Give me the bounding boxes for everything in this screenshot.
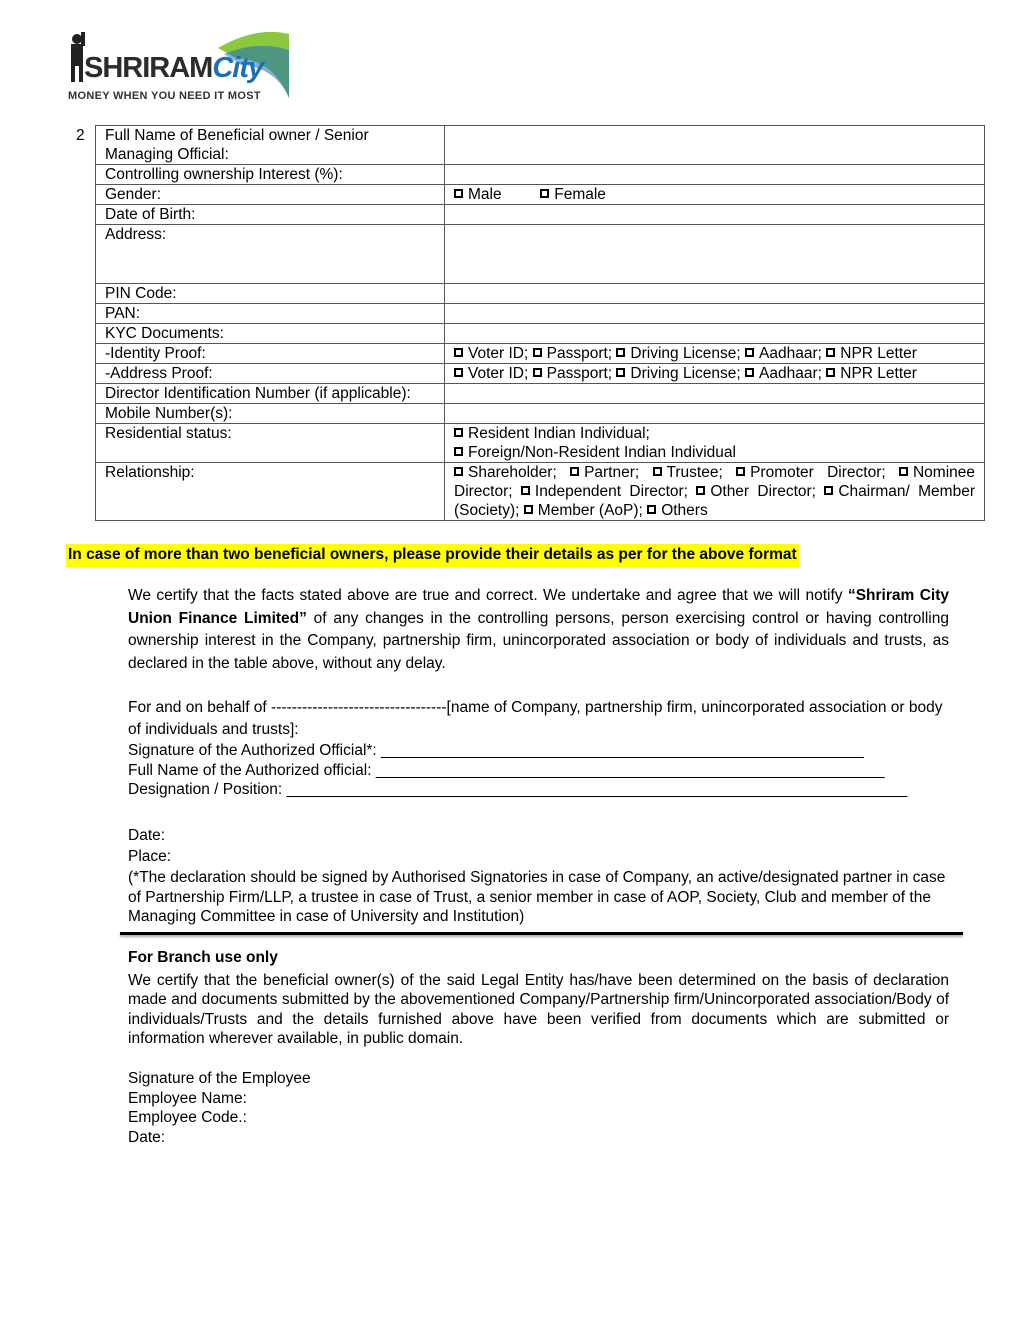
mobile-field[interactable] xyxy=(445,404,985,424)
independent-label: Independent Director; xyxy=(534,483,688,500)
driving-label: Driving License; xyxy=(630,365,741,382)
declaration-text-a: We certify that the facts stated above are true and correct. We undertake and agree that we will notify xyxy=(128,587,848,604)
npr-label: NPR Letter xyxy=(840,365,917,382)
pan-field[interactable] xyxy=(445,304,985,324)
kyc-field xyxy=(445,324,985,344)
employee-code-line[interactable]: Employee Code.: xyxy=(128,1109,247,1126)
company-name-bold: “Shriram City Union Finance Limited” xyxy=(128,587,949,627)
brand-name: SHRIRAMCity xyxy=(84,52,264,84)
member-aop-label: Member (AoP); xyxy=(537,502,643,519)
address-npr-checkbox[interactable] xyxy=(826,368,835,377)
aadhaar-label: Aadhaar; xyxy=(759,345,822,362)
din-field[interactable] xyxy=(445,384,985,404)
dob-label: Date of Birth: xyxy=(96,205,445,225)
member-aop-checkbox[interactable] xyxy=(524,505,533,514)
full-name-field[interactable] xyxy=(445,126,985,165)
partner-label: Partner; xyxy=(584,464,640,481)
beneficial-owner-table xyxy=(95,125,985,521)
address-proof-options xyxy=(445,364,985,384)
other-director-checkbox[interactable] xyxy=(696,486,705,495)
pin-field[interactable] xyxy=(445,284,985,304)
branch-section xyxy=(128,948,949,1049)
voter-label: Voter ID; xyxy=(468,365,529,382)
row-number: 2 xyxy=(76,127,85,144)
address-label: Address: xyxy=(96,225,445,284)
male-label: Male xyxy=(468,186,502,203)
shareholder-checkbox[interactable] xyxy=(454,467,463,476)
gender-label: Gender: xyxy=(96,185,445,205)
company-logo xyxy=(66,30,291,105)
pin-label: PIN Code: xyxy=(96,284,445,304)
branch-text: We certify that the beneficial owner(s) of the said Legal Entity has/have been determined on the basis of declaration made and documents submitted by the abovementioned Company/Partnership firm/Unincorporated association/Body of individuals/Trusts and the details furnished above have been verified from documents which are submitted or information wherever available, in public domain. xyxy=(128,971,949,1047)
employee-section xyxy=(128,1069,949,1147)
date-place xyxy=(128,825,949,867)
pan-label: PAN: xyxy=(96,304,445,324)
others-checkbox[interactable] xyxy=(647,505,656,514)
male-checkbox[interactable] xyxy=(454,189,463,198)
date-line[interactable]: Date: xyxy=(128,827,166,844)
gender-options xyxy=(445,185,985,205)
address-voter-checkbox[interactable] xyxy=(454,368,463,377)
nominee-label: Nominee Director; xyxy=(454,464,975,500)
address-driving-checkbox[interactable] xyxy=(616,368,625,377)
residential-options xyxy=(445,424,985,463)
interest-field[interactable] xyxy=(445,165,985,185)
identity-npr-checkbox[interactable] xyxy=(826,348,835,357)
employee-name-line[interactable]: Employee Name: xyxy=(128,1089,247,1107)
aadhaar-label: Aadhaar; xyxy=(759,365,822,382)
designation-line[interactable]: Designation / Position: ________________________________________________________________________ xyxy=(128,781,908,798)
other-director-label: Other Director; xyxy=(710,483,816,500)
passport-label: Passport; xyxy=(546,365,613,382)
independent-checkbox[interactable] xyxy=(521,486,530,495)
trustee-checkbox[interactable] xyxy=(653,467,662,476)
address-aadhaar-checkbox[interactable] xyxy=(745,368,754,377)
mobile-label: Mobile Number(s): xyxy=(96,404,445,424)
kyc-label: KYC Documents: xyxy=(96,324,445,344)
foreign-label: Foreign/Non-Resident Indian Individual xyxy=(468,444,736,461)
npr-label: NPR Letter xyxy=(840,345,917,362)
identity-passport-checkbox[interactable] xyxy=(533,348,542,357)
relationship-options xyxy=(445,463,985,521)
declaration-paragraph xyxy=(128,585,949,675)
trustee-label: Trustee; xyxy=(666,464,723,481)
din-label: Director Identification Number (if applicable): xyxy=(96,384,445,404)
promoter-label: Promoter Director; xyxy=(750,464,886,481)
interest-label: Controlling ownership Interest (%): xyxy=(96,165,445,185)
relationship-label: Relationship: xyxy=(96,463,445,521)
branch-heading: For Branch use only xyxy=(128,949,278,966)
partner-checkbox[interactable] xyxy=(570,467,579,476)
signature-lines xyxy=(128,741,949,800)
residential-label: Residential status: xyxy=(96,424,445,463)
brand-tagline: MONEY WHEN YOU NEED IT MOST xyxy=(68,90,261,102)
address-field[interactable] xyxy=(445,225,985,284)
full-name-label: Full Name of Beneficial owner / Senior Managing Official: xyxy=(96,126,445,165)
chairman-checkbox[interactable] xyxy=(824,486,833,495)
signature-line[interactable]: Signature of the Authorized Official*: ________________________________________________________ xyxy=(128,742,864,759)
signatory-note: (*The declaration should be signed by Authorised Signatories in case of Company, an active/designated partner in case of Partnership Firm/LLP, a trustee in case of Trust, a senior member in case of AOP, Society, Club and member of the Managing Committee in case of University and Institution) xyxy=(128,869,946,925)
driving-label: Driving License; xyxy=(630,345,741,362)
chairman-label: Chairman/ Member (Society); xyxy=(454,483,975,519)
female-label: Female xyxy=(554,186,606,203)
others-label: Others xyxy=(661,502,708,519)
address-proof-label: -Address Proof: xyxy=(96,364,445,384)
promoter-checkbox[interactable] xyxy=(736,467,745,476)
declaration-text-b: of any changes in the controlling persons, person exercising control or having controlling ownership interest in the Company, partnership firm, unincorporated association or body of individuals and trusts, as declared in the table above, without any delay. xyxy=(128,609,949,672)
resident-checkbox[interactable] xyxy=(454,428,463,437)
employee-date-line[interactable]: Date: xyxy=(128,1128,166,1146)
full-name-line[interactable]: Full Name of the Authorized official: ___________________________________________________________ xyxy=(128,761,885,779)
section-divider xyxy=(120,932,963,935)
shareholder-label: Shareholder; xyxy=(468,464,557,481)
resident-label: Resident Indian Individual; xyxy=(468,425,650,442)
nominee-checkbox[interactable] xyxy=(899,467,908,476)
employee-signature-line[interactable]: Signature of the Employee xyxy=(128,1070,311,1087)
identity-driving-checkbox[interactable] xyxy=(616,348,625,357)
identity-proof-label: -Identity Proof: xyxy=(96,344,445,364)
voter-label: Voter ID; xyxy=(468,345,529,362)
foreign-checkbox[interactable] xyxy=(454,447,463,456)
on-behalf-paragraph: For and on behalf of ----------------------------------[name of Company, partnership firm, unincorporated association or body of individuals and trusts]: xyxy=(128,699,943,738)
address-passport-checkbox[interactable] xyxy=(533,368,542,377)
identity-voter-checkbox[interactable] xyxy=(454,348,463,357)
identity-proof-options xyxy=(445,344,985,364)
identity-aadhaar-checkbox[interactable] xyxy=(745,348,754,357)
dob-field[interactable] xyxy=(445,205,985,225)
highlight-note: In case of more than two beneficial owners, please provide their details as per for the above format xyxy=(66,544,799,567)
female-checkbox[interactable] xyxy=(540,189,549,198)
passport-label: Passport; xyxy=(546,345,613,362)
place-line[interactable]: Place: xyxy=(128,848,172,865)
